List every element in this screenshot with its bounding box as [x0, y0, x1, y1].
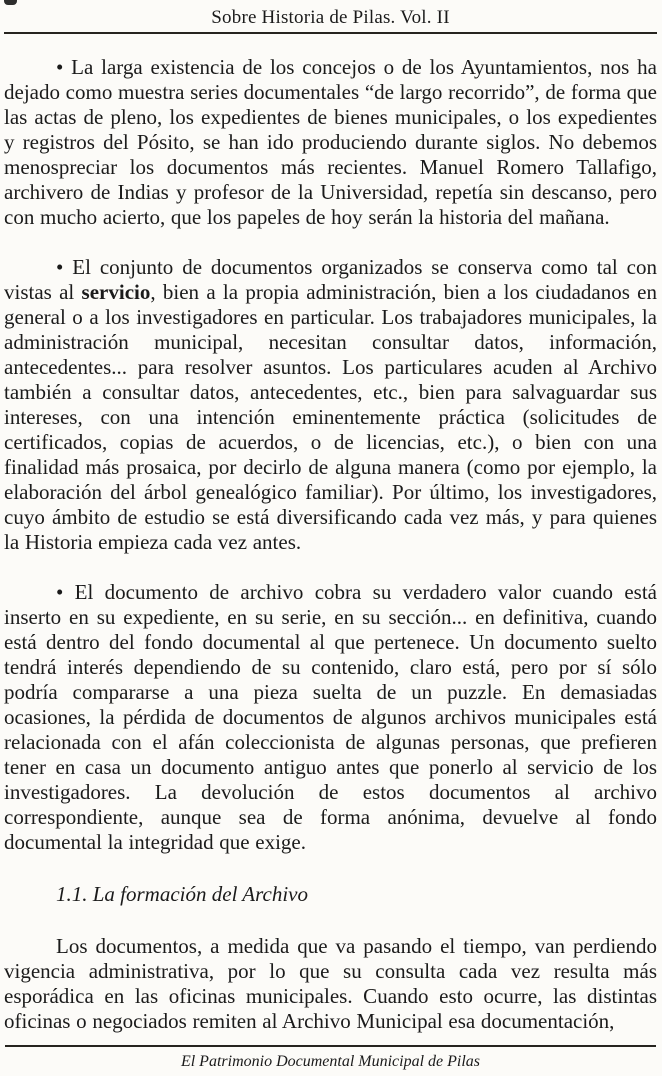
header-rule — [4, 32, 657, 34]
bullet-paragraph-1 — [4, 55, 657, 230]
paragraph-2-text-end: , bien a la propia administración, bien a los ciudadanos en general o a los investigadores en particular. Los trabajadores municipales, la administración municipal, necesitan consultar datos, información, antecedentes... para resolver asuntos. Los particulares acuden al Archivo también a consultar datos, antecedentes, etc., bien para salvaguardar sus intereses, con una intención eminentemente práctica (solicitudes de certificados, copias de acuerdos, o de licencias, etc.), o bien con una finalidad más prosaica, por decirlo de alguna manera (como por ejemplo, la elaboración del árbol genealógico familiar). Por último, los investigadores, cuyo ámbito de estudio se está diversificando cada vez más, y para quienes la Historia empieza cada vez antes. — [4, 280, 657, 554]
running-footer-title: El Patrimonio Documental Municipal de Pilas — [180, 1053, 481, 1070]
paragraph-1-text: • La larga existencia de los concejos o de los Ayuntamientos, nos ha dejado como muestra series documentales “de largo recorrido”, de forma que las actas de pleno, los expedientes de bienes municipales, o los expedientes y registros del Pósito, se han ido produciendo durante siglos. No debemos menospreciar los documentos más recientes. Manuel Romero Tallafigo, archivero de Indias y profesor de la Universidad, repetía sin descanso, pero con mucho acierto, que los papeles de hoy serán la historia del mañana. — [4, 55, 657, 229]
paragraph-2-text-start: • El conjunto de documentos organizados se conserva como tal con vistas al — [4, 255, 657, 304]
page-footer — [5, 1045, 656, 1072]
bold-term-servicio: servicio — [81, 280, 151, 304]
paragraph-4 — [4, 934, 657, 1034]
bullet-paragraph-2 — [4, 255, 657, 555]
paragraph-3-text: • El documento de archivo cobra su verdadero valor cuando está inserto en su expediente, en su serie, en su sección... en definitiva, cuando está dentro del fondo documental al que pertenece. Un documento suelto tendrá interés dependiendo de su contenido, claro está, pero por sí sólo podría compararse a una pieza suelta de un puzzle. En demasiadas ocasiones, la pérdida de documentos de algunos archivos municipales está relacionada con el afán coleccionista de algunas personas, que prefieren tener en casa un documento antiguo antes que ponerlo al servicio de los investigadores. La devolución de estos documentos al archivo correspondiente, aunque sea de forma anónima, devuelve al fondo documental la integridad que exige. — [4, 580, 657, 854]
page-header — [4, 0, 657, 34]
running-header-title: Sobre Historia de Pilas. Vol. II — [211, 7, 450, 28]
section-heading: 1.1. La formación del Archivo — [56, 882, 308, 906]
page-body — [4, 55, 657, 1034]
paragraph-4-text: Los documentos, a medida que va pasando el tiempo, van perdiendo vigencia administrativa, por lo que su consulta cada vez resulta más esporádica en las oficinas municipales. Cuando esto ocurre, las distintas oficinas o negociados remiten al Archivo Municipal esa documentación, — [4, 934, 657, 1033]
bullet-paragraph-3 — [4, 580, 657, 855]
scan-artifact — [4, 0, 17, 5]
